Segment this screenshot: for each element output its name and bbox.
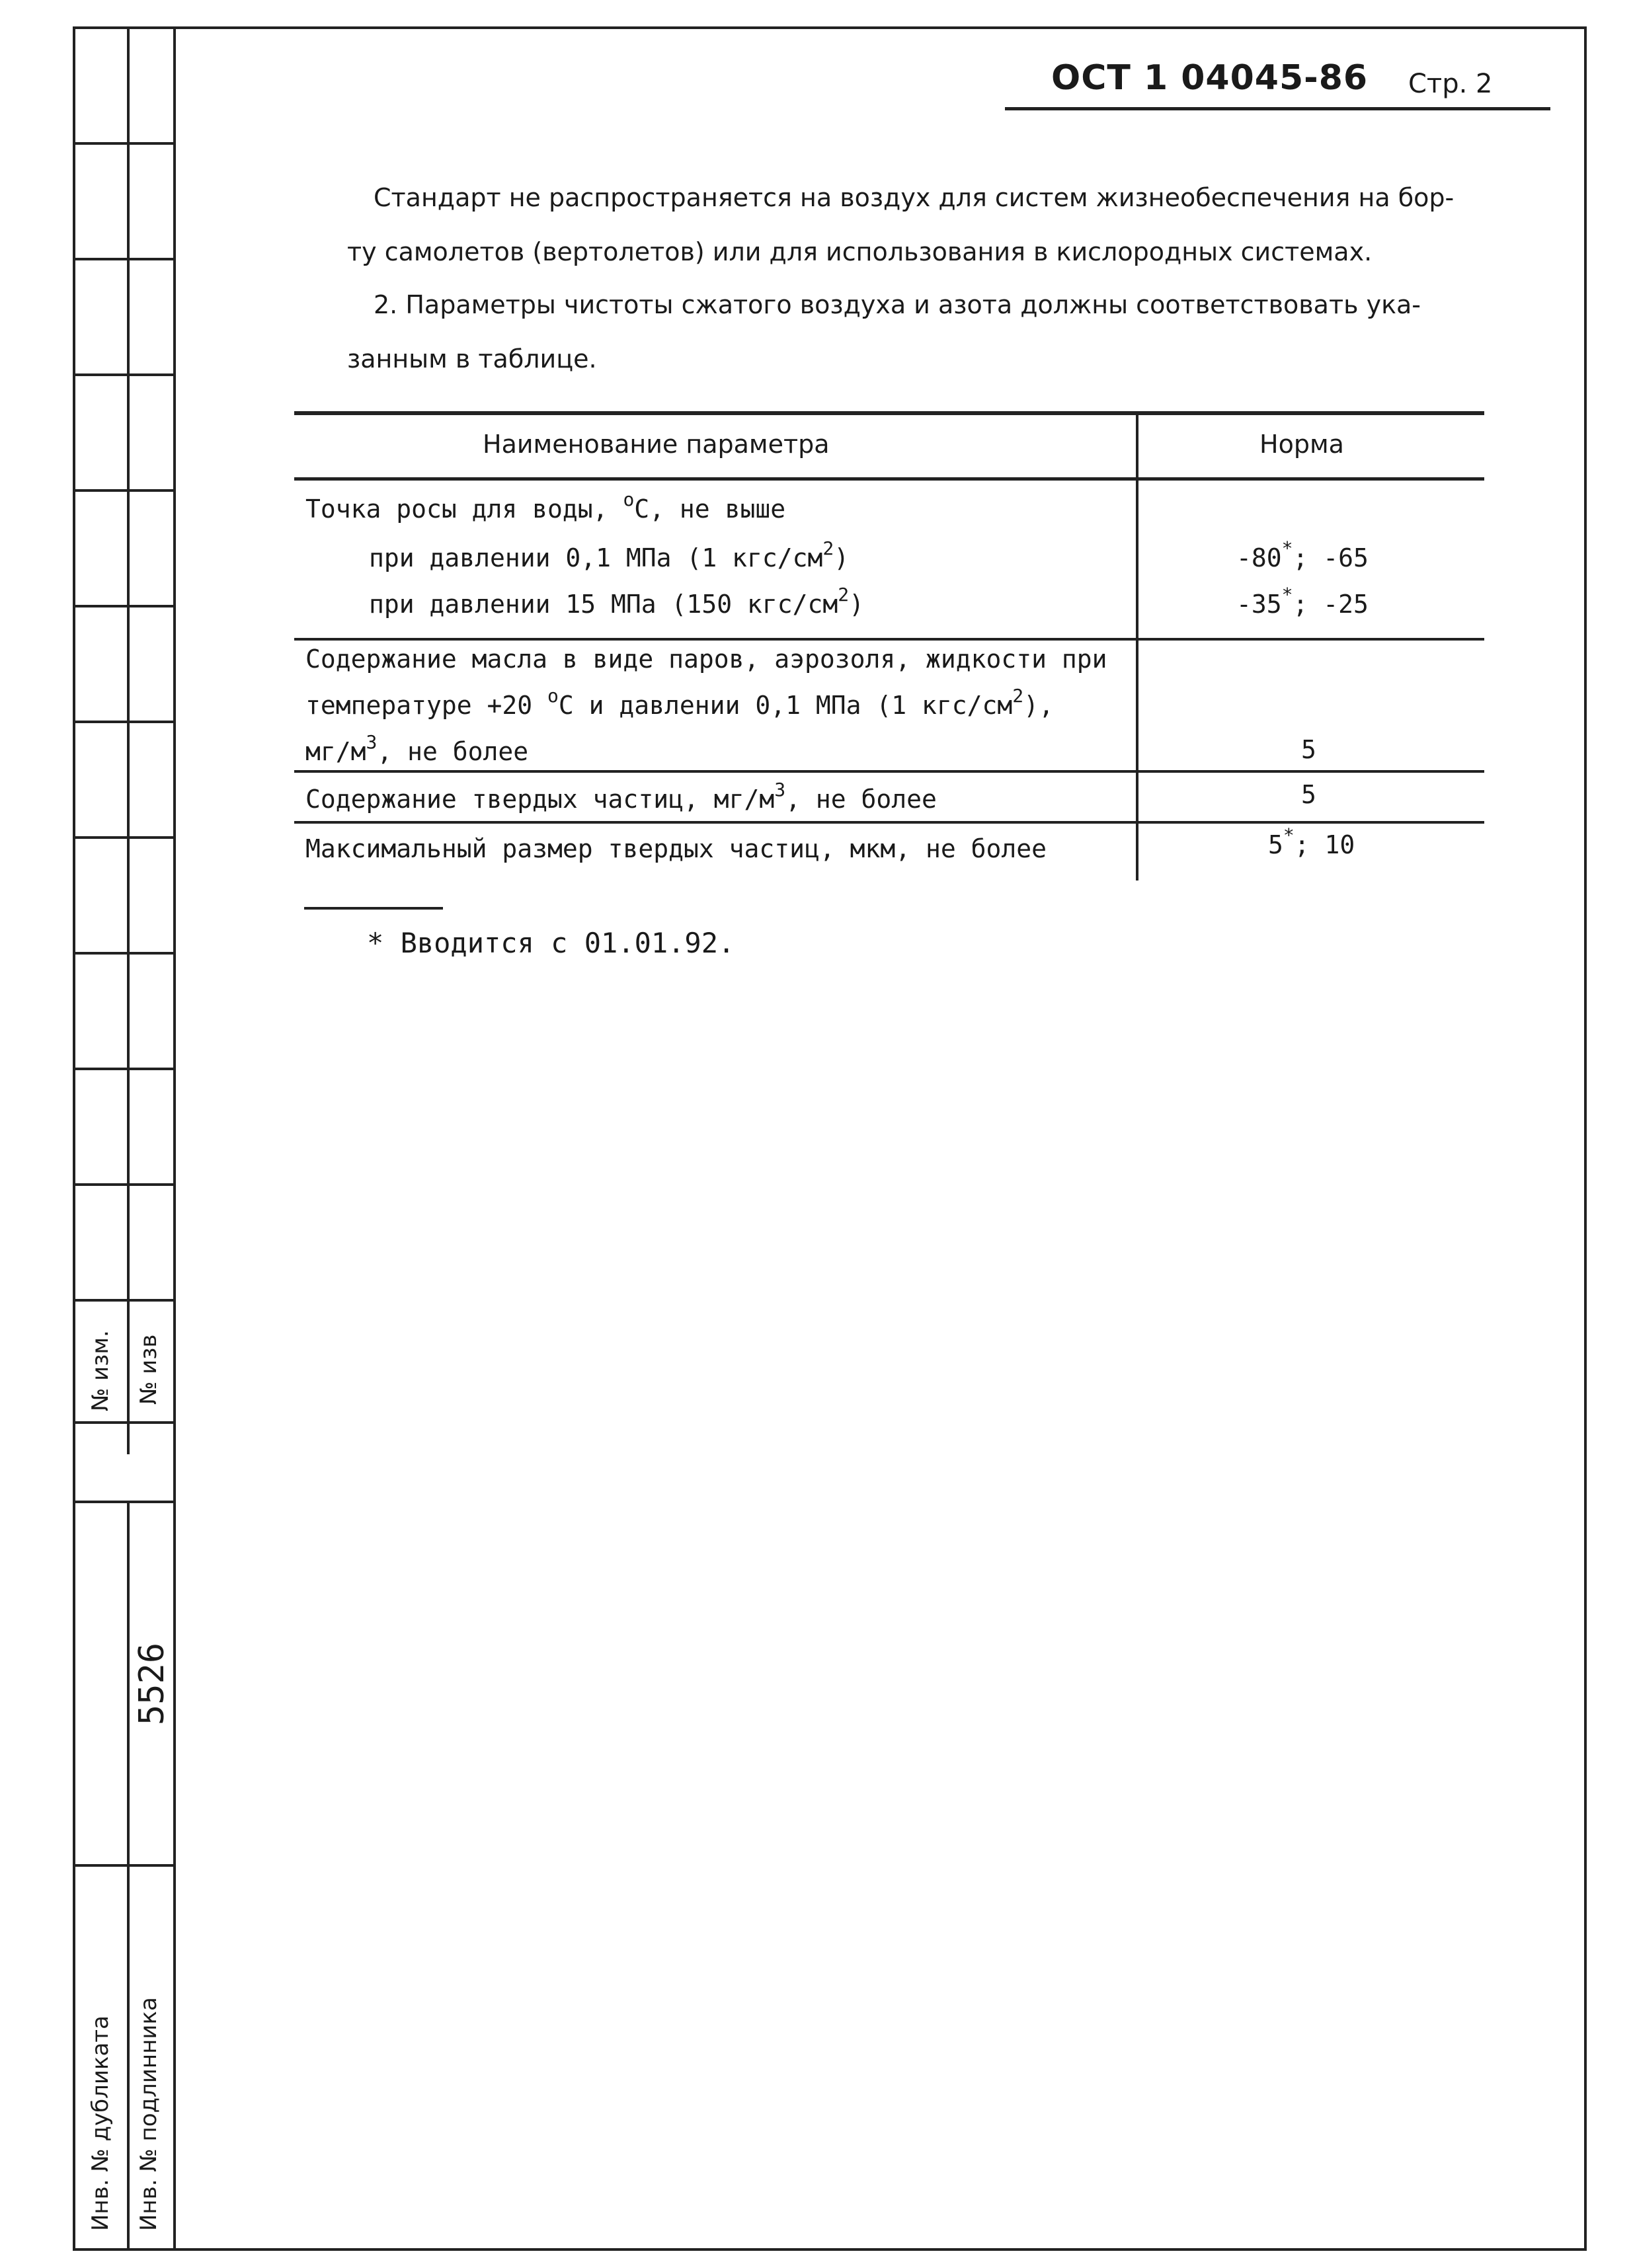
strip-tick — [73, 1068, 173, 1070]
strip-label-izv: № изв — [136, 1334, 162, 1405]
footnote: * Вводится с 01.01.92. — [367, 927, 735, 959]
table-top-rule — [294, 411, 1484, 415]
paragraph-line: Стандарт не распространяется на воздух для систем жизнеобеспечения на бор- — [374, 183, 1455, 212]
table-column-divider — [1136, 411, 1138, 880]
paragraph-line: 2. Параметры чистоты сжатого воздуха и азота должны соответствовать ука- — [374, 290, 1421, 319]
document-code: ОСТ 1 04045-86 — [1051, 58, 1369, 98]
footnote-rule — [304, 907, 443, 910]
strip-label-izm: № изм. — [87, 1330, 114, 1411]
strip-tick — [73, 1864, 173, 1867]
strip-label-dublikata: Инв. № дубликата — [87, 2015, 114, 2231]
strip-tick — [73, 258, 173, 260]
strip-tick — [73, 1183, 173, 1186]
table-cell-param: при давлении 0,1 МПа (1 кгс/$см^2$) — [369, 537, 850, 572]
strip-tick — [73, 721, 173, 723]
table-cell-param: температуре +20 $^о$С и давлении 0,1 МПа (1 кгс/$см^2$), — [305, 685, 1054, 720]
strip-tick — [73, 836, 173, 839]
table-header-norm: Норма — [1259, 430, 1344, 459]
table-cell-norm: 5 — [1301, 780, 1316, 809]
table-cell-param: Содержание твердых частиц, $мг/м^3$, не более — [305, 779, 937, 814]
strip-tick — [73, 952, 173, 955]
strip-tick — [73, 1501, 173, 1503]
table-header-rule — [294, 477, 1484, 481]
strip-tick — [73, 142, 173, 145]
table-cell-param: Максимальный размер твердых частиц, мкм, не более — [305, 834, 1047, 863]
strip-label-podlinnika: Инв. № подлинника — [136, 1997, 162, 2231]
table-cell-param: при давлении 15 МПа (150 кгс/$см^2$) — [369, 584, 864, 619]
table-cell-norm: -80*; -65 — [1236, 537, 1369, 572]
paragraph-line: занным в таблице. — [347, 344, 597, 373]
table-cell-param: Точка росы для воды, $^о$С, не выше — [305, 489, 786, 524]
strip-tick — [73, 1421, 173, 1424]
table-row-rule — [294, 638, 1484, 641]
strip-tick — [73, 605, 173, 607]
strip-tick — [73, 1299, 173, 1302]
table-row-rule — [294, 821, 1484, 824]
strip-column-separator-3 — [127, 1501, 130, 2251]
page-number: Стр. 2 — [1408, 69, 1493, 99]
table-cell-param: $мг/м^3$, не более — [305, 731, 529, 766]
paragraph-line: ту самолетов (вертолетов) или для использования в кислородных системах. — [347, 237, 1373, 266]
inventory-number: 5526 — [132, 1642, 172, 1725]
strip-tick — [73, 373, 173, 376]
strip-column-separator-1 — [127, 26, 130, 1454]
table-row-rule — [294, 770, 1484, 773]
table-header-param: Наименование параметра — [483, 430, 830, 459]
strip-tick — [73, 489, 173, 492]
header-rule — [1005, 107, 1550, 110]
table-cell-norm: 5 — [1301, 735, 1316, 764]
strip-column-separator-2 — [173, 26, 176, 2251]
table-cell-param: Содержание масла в виде паров, аэрозоля, жидкости при — [305, 645, 1107, 674]
paragraph-scope — [347, 171, 1497, 279]
table-cell-norm: 5*; 10 — [1268, 824, 1355, 859]
strip-left-edge — [73, 26, 75, 2251]
paragraph-clause-2 — [347, 278, 1497, 386]
table-cell-norm: -35*; -25 — [1236, 584, 1369, 619]
